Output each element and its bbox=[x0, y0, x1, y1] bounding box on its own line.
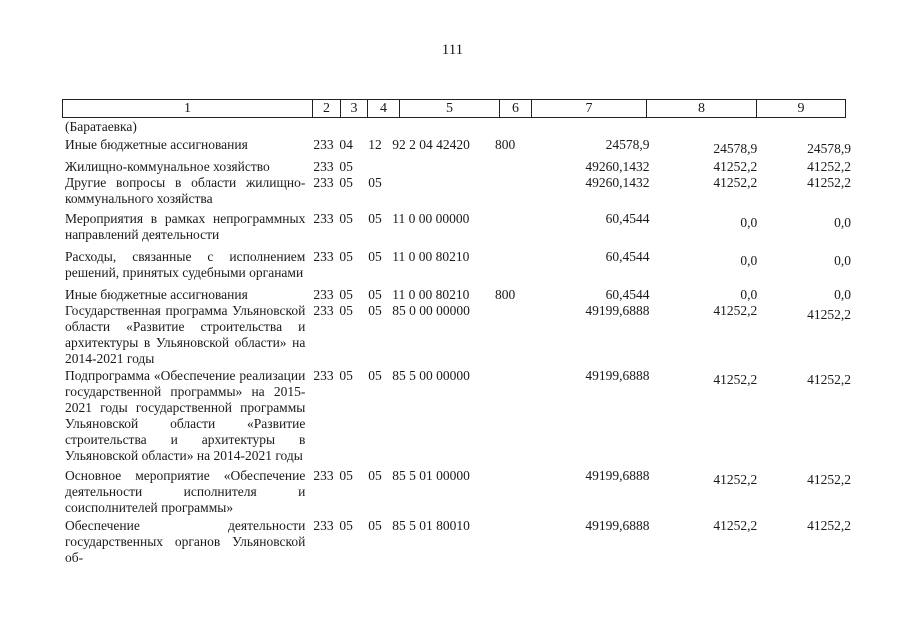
row-code-target bbox=[385, 175, 495, 207]
row-code-subsection: 05 bbox=[368, 468, 382, 483]
row-code-ministry: 233 bbox=[313, 303, 334, 318]
row-code-type bbox=[495, 249, 540, 281]
header-col-2: 2 bbox=[313, 100, 341, 117]
row-value-9: 41252,2 bbox=[807, 159, 851, 174]
row-value-9: 41252,2 bbox=[807, 372, 851, 387]
row-code-ministry: 233 bbox=[313, 175, 334, 190]
row-name: (Баратаевка) bbox=[65, 119, 137, 134]
table-row bbox=[62, 249, 852, 281]
row-code-target: 11 0 00 00000 bbox=[392, 211, 470, 226]
row-code-type: 800 bbox=[494, 287, 516, 302]
row-code-section: 05 bbox=[339, 287, 353, 302]
row-name: Мероприятия в рамках непрограммных направлений деятельности bbox=[65, 211, 306, 242]
row-value-8: 41252,2 bbox=[713, 175, 758, 190]
page-number: 111 bbox=[441, 42, 464, 58]
header-col-1: 1 bbox=[63, 100, 313, 117]
header-col-6: 6 bbox=[500, 100, 532, 117]
row-code-subsection: 05 bbox=[368, 249, 382, 264]
table-row bbox=[62, 468, 852, 516]
row-value-7: 24578,9 bbox=[605, 137, 650, 152]
row-code-subsection: 05 bbox=[368, 287, 382, 302]
row-value-7: 49260,1432 bbox=[585, 175, 650, 190]
row-code-type bbox=[495, 159, 540, 175]
row-value-9: 0,0 bbox=[834, 287, 851, 302]
row-value-9: 0,0 bbox=[834, 215, 851, 230]
row-code-ministry: 233 bbox=[313, 159, 334, 174]
row-value-7: 60,4544 bbox=[605, 287, 650, 302]
row-value-7: 60,4544 bbox=[605, 211, 650, 226]
row-value-8: 0,0 bbox=[740, 253, 758, 268]
row-value-7: 49199,6888 bbox=[585, 518, 650, 533]
row-code-subsection: 05 bbox=[368, 368, 382, 383]
row-code-ministry: 233 bbox=[313, 249, 334, 264]
row-value-8: 41252,2 bbox=[713, 372, 758, 387]
row-code-section: 05 bbox=[339, 368, 353, 383]
row-name: Расходы, связанные с исполнением решений, принятых судебными органами bbox=[65, 249, 306, 280]
row-code-type bbox=[495, 303, 540, 367]
row-value-9: 0,0 bbox=[834, 253, 851, 268]
row-name: Подпрограмма «Обеспечение реализации государственной программы» на 2015-2021 годы государственной программы Ульяновской области «Развитие строительства и архитектуры в Ульяновской области» на 2014-2021 годы bbox=[65, 368, 306, 463]
row-value-9: 41252,2 bbox=[807, 307, 851, 322]
row-code-section: 05 bbox=[339, 468, 353, 483]
row-value-9: 24578,9 bbox=[807, 141, 851, 156]
header-col-4: 4 bbox=[368, 100, 400, 117]
row-value-8: 0,0 bbox=[740, 215, 758, 230]
header-col-9: 9 bbox=[797, 101, 805, 116]
row-code-type: 800 bbox=[494, 137, 516, 152]
row-value-8: 41252,2 bbox=[713, 303, 758, 318]
row-code-section: 05 bbox=[339, 159, 353, 174]
row-value-7: 49199,6888 bbox=[585, 368, 650, 383]
row-name: Иные бюджетные ассигнования bbox=[65, 287, 248, 302]
row-code-subsection: 12 bbox=[368, 137, 382, 152]
row-code-section: 05 bbox=[339, 303, 353, 318]
row-code-subsection: 05 bbox=[368, 303, 382, 318]
row-value-8: 24578,9 bbox=[713, 141, 758, 156]
row-value-8: 41252,2 bbox=[713, 518, 758, 533]
table-row bbox=[62, 368, 852, 464]
row-code-section: 05 bbox=[339, 175, 353, 190]
row-code-section: 04 bbox=[339, 137, 353, 152]
row-code-ministry: 233 bbox=[313, 468, 334, 483]
table-row bbox=[62, 175, 852, 207]
table-row bbox=[62, 211, 852, 243]
row-value-7: 49199,6888 bbox=[585, 468, 650, 483]
row-code-type bbox=[495, 468, 540, 516]
table-row bbox=[62, 159, 852, 175]
row-code-type bbox=[495, 211, 540, 243]
row-code-target: 11 0 00 80210 bbox=[392, 249, 470, 264]
row-code-target: 85 5 00 00000 bbox=[392, 368, 470, 383]
row-code-target: 92 2 04 42420 bbox=[392, 137, 470, 152]
row-name: Иные бюджетные ассигнования bbox=[65, 137, 248, 152]
row-name: Основное мероприятие «Обеспечение деятельности исполнителя и соисполнителей программы» bbox=[65, 468, 306, 515]
row-code-target: 85 5 01 00000 bbox=[392, 468, 470, 483]
table-row bbox=[62, 518, 852, 566]
row-code-target: 85 5 01 80010 bbox=[392, 518, 470, 533]
row-value-8: 41252,2 bbox=[713, 159, 758, 174]
row-name: Обеспечение деятельности государственных органов Ульяновской об- bbox=[65, 518, 306, 565]
row-value-9: 41252,2 bbox=[807, 472, 851, 487]
row-code-subsection: 05 bbox=[368, 211, 382, 226]
table-row bbox=[62, 119, 852, 135]
row-value-9: 41252,2 bbox=[807, 518, 851, 533]
row-code-type bbox=[495, 368, 540, 464]
row-value-8: 41252,2 bbox=[713, 472, 758, 487]
row-code-ministry: 233 bbox=[313, 287, 334, 302]
row-value-7: 60,4544 bbox=[605, 249, 650, 264]
row-value-7: 49260,1432 bbox=[585, 159, 650, 174]
table-body bbox=[62, 119, 852, 568]
table-header bbox=[62, 99, 846, 118]
row-code-section: 05 bbox=[339, 211, 353, 226]
row-code-ministry: 233 bbox=[313, 518, 334, 533]
row-value-8: 0,0 bbox=[740, 287, 758, 302]
header-col-5: 5 bbox=[400, 100, 500, 117]
row-value-7: 49199,6888 bbox=[585, 303, 650, 318]
header-col-3: 3 bbox=[341, 100, 368, 117]
row-name: Другие вопросы в области жилищно-коммунального хозяйства bbox=[65, 175, 306, 206]
row-value-9: 41252,2 bbox=[807, 175, 851, 190]
row-code-subsection: 05 bbox=[368, 175, 382, 190]
row-code-target: 11 0 00 80210 bbox=[392, 287, 470, 302]
row-code-ministry: 233 bbox=[313, 211, 334, 226]
row-code-target: 85 0 00 00000 bbox=[392, 303, 470, 318]
row-code-subsection bbox=[360, 159, 385, 175]
row-name: Государственная программа Ульяновской области «Развитие строительства и архитектуры в Ульяновской области» на 2014-2021 годы bbox=[65, 303, 306, 366]
row-code-ministry: 233 bbox=[313, 368, 334, 383]
row-name: Жилищно-коммунальное хозяйство bbox=[65, 159, 270, 174]
row-code-section: 05 bbox=[339, 249, 353, 264]
table-row bbox=[62, 137, 852, 157]
row-code-subsection: 05 bbox=[368, 518, 382, 533]
table-row bbox=[62, 303, 852, 367]
header-col-8: 8 bbox=[647, 100, 757, 117]
row-code-target bbox=[385, 159, 495, 175]
header-col-7: 7 bbox=[532, 100, 647, 117]
row-code-type bbox=[495, 518, 540, 566]
row-code-section: 05 bbox=[339, 518, 353, 533]
row-code-type bbox=[495, 175, 540, 207]
row-code-ministry: 233 bbox=[313, 137, 334, 152]
table-row bbox=[62, 287, 852, 303]
